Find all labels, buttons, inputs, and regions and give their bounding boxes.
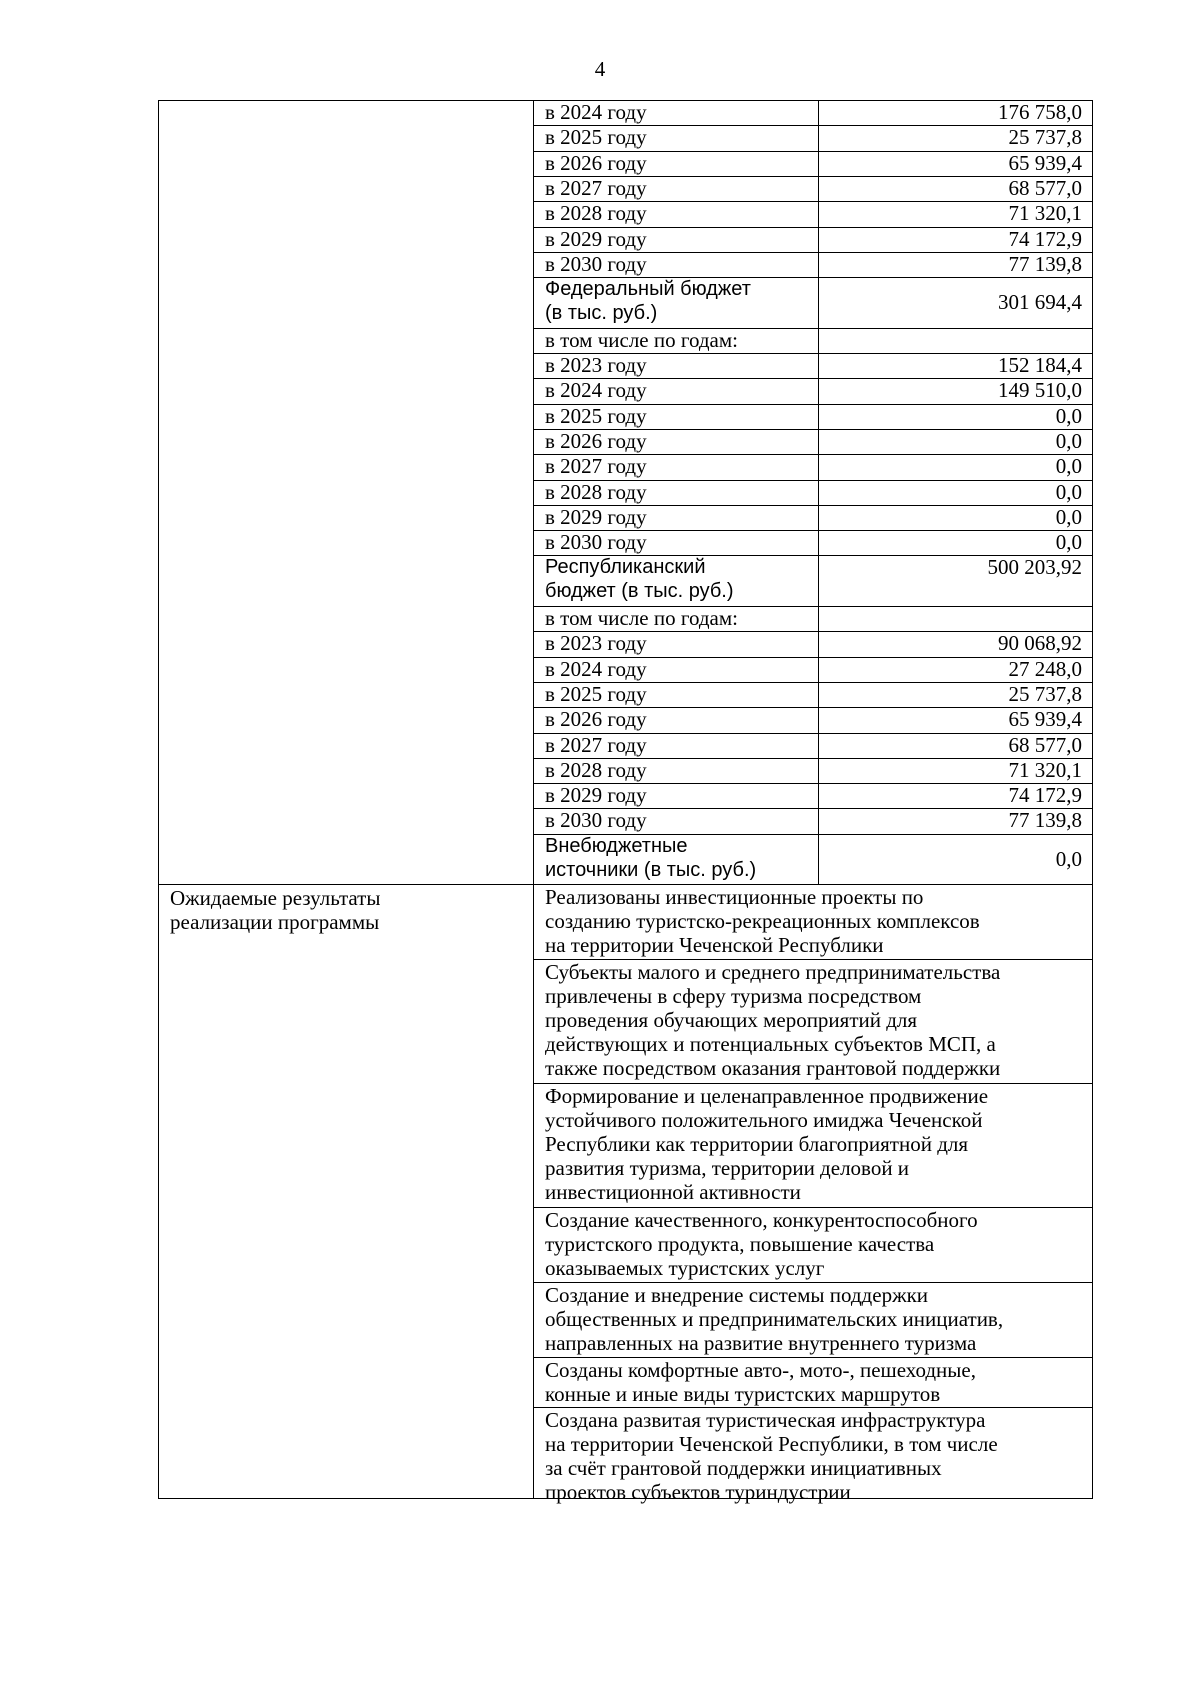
- budget-row-amount: 149 510,0: [998, 378, 1082, 403]
- budget-row-amount: 74 172,9: [1008, 783, 1082, 808]
- budget-row-label: в 2025 году: [545, 681, 647, 706]
- budget-row-amount: 0,0: [1055, 530, 1082, 555]
- budget-row-label: в 2026 году: [545, 150, 647, 175]
- budget-row-label: Республиканский бюджет (в тыс. руб.): [545, 556, 734, 603]
- results-label: Ожидаемые результаты реализации программы: [170, 886, 381, 935]
- budget-row-amount: 27 248,0: [1008, 656, 1082, 681]
- budget-row-amount: 152 184,4: [998, 353, 1082, 377]
- budget-row-label: в 2030 году: [545, 530, 647, 555]
- budget-row-label: в 2026 году: [545, 428, 647, 453]
- budget-row-label: в 2027 году: [545, 732, 647, 757]
- budget-row-label: в 2024 году: [545, 100, 647, 124]
- budget-row-label: в 2030 году: [545, 808, 647, 833]
- budget-row-label: в 2027 году: [545, 175, 647, 200]
- budget-row-amount: 0,0: [1055, 428, 1082, 453]
- result-item: Создана развитая туристическая инфраструктура на территории Чеченской Республики, в том числе за счёт грантовой поддержки инициативных проектов субъектов туриндустрии: [545, 1407, 998, 1504]
- budget-row-amount: 25 737,8: [1008, 681, 1082, 706]
- budget-row-amount: 65 939,4: [1008, 150, 1082, 175]
- result-item: Создание и внедрение системы поддержки общественных и предпринимательских инициатив, направленных на развитие внутреннего туризма: [545, 1282, 1004, 1355]
- budget-row-label: в 2024 году: [545, 378, 647, 403]
- budget-row-amount: 71 320,1: [1008, 757, 1082, 782]
- budget-row-label: в 2024 году: [545, 656, 647, 681]
- result-item: Реализованы инвестиционные проекты по созданию туристско-рекреационных комплексов на территории Чеченской Республики: [545, 885, 980, 958]
- result-item: Создание качественного, конкурентоспособного туристского продукта, повышение качества оказываемых туристских услуг: [545, 1208, 978, 1281]
- budget-row-label: в 2026 году: [545, 707, 647, 732]
- budget-row-label: в 2030 году: [545, 251, 647, 276]
- budget-row-label: Внебюджетные источники (в тыс. руб.): [545, 834, 757, 881]
- budget-row-label: в 2028 году: [545, 757, 647, 782]
- budget-row-label: Федеральный бюджет (в тыс. руб.): [545, 278, 751, 325]
- budget-row-amount: 77 139,8: [1008, 251, 1082, 276]
- budget-row-label: в 2029 году: [545, 226, 647, 251]
- budget-row-label: в том числе по годам:: [545, 606, 738, 630]
- page-number: 4: [594, 57, 606, 81]
- budget-row-amount: 176 758,0: [998, 100, 1082, 124]
- budget-row-amount: 68 577,0: [1008, 732, 1082, 757]
- budget-row-amount: 71 320,1: [1008, 201, 1082, 226]
- result-item: Формирование и целенаправленное продвижение устойчивого положительного имиджа Чеченской Республики как территории благоприятной для развития туризма, территории деловой и инвестиционной активности: [545, 1084, 989, 1205]
- budget-row-label: в 2028 году: [545, 201, 647, 226]
- budget-row-amount: 0,0: [1055, 479, 1082, 504]
- budget-row-label: в 2029 году: [545, 504, 647, 529]
- budget-row-amount: 68 577,0: [1008, 175, 1082, 200]
- budget-row-amount: 0,0: [1055, 454, 1082, 479]
- budget-row-amount: 0,0: [1055, 504, 1082, 529]
- budget-row-amount: 74 172,9: [1008, 226, 1082, 251]
- budget-row-label: в 2027 году: [545, 454, 647, 479]
- budget-row-label: в 2023 году: [545, 353, 647, 377]
- budget-row-amount: 0,0: [1055, 403, 1082, 428]
- budget-row-amount: 500 203,92: [987, 555, 1082, 580]
- budget-row-label: в 2028 году: [545, 479, 647, 504]
- budget-row-label: в 2023 году: [545, 631, 647, 656]
- budget-row-amount: 301 694,4: [998, 290, 1082, 315]
- result-item: Субъекты малого и среднего предпринимательства привлечены в сферу туризма посредством проведения обучающих мероприятий для действующих и потенциальных субъектов МСП, а также посредством оказания грантовой поддержки: [545, 960, 1001, 1081]
- budget-row-amount: [818, 606, 1093, 630]
- budget-row-amount: 90 068,92: [998, 631, 1082, 656]
- budget-row-label: в 2029 году: [545, 783, 647, 808]
- budget-row-amount: 25 737,8: [1008, 125, 1082, 150]
- budget-row-amount: [818, 328, 1093, 352]
- amount-column-divider: [818, 100, 819, 884]
- budget-row-label: в том числе по годам:: [545, 327, 738, 352]
- budget-row-amount: 77 139,8: [1008, 808, 1082, 833]
- budget-row-label: в 2025 году: [545, 403, 647, 428]
- result-item: Созданы комфортные авто-, мото-, пешеходные, конные и иные виды туристских маршрутов: [545, 1357, 976, 1406]
- budget-row-amount: 0,0: [1055, 847, 1082, 871]
- budget-row-amount: 65 939,4: [1008, 707, 1082, 732]
- budget-row-label: в 2025 году: [545, 125, 647, 150]
